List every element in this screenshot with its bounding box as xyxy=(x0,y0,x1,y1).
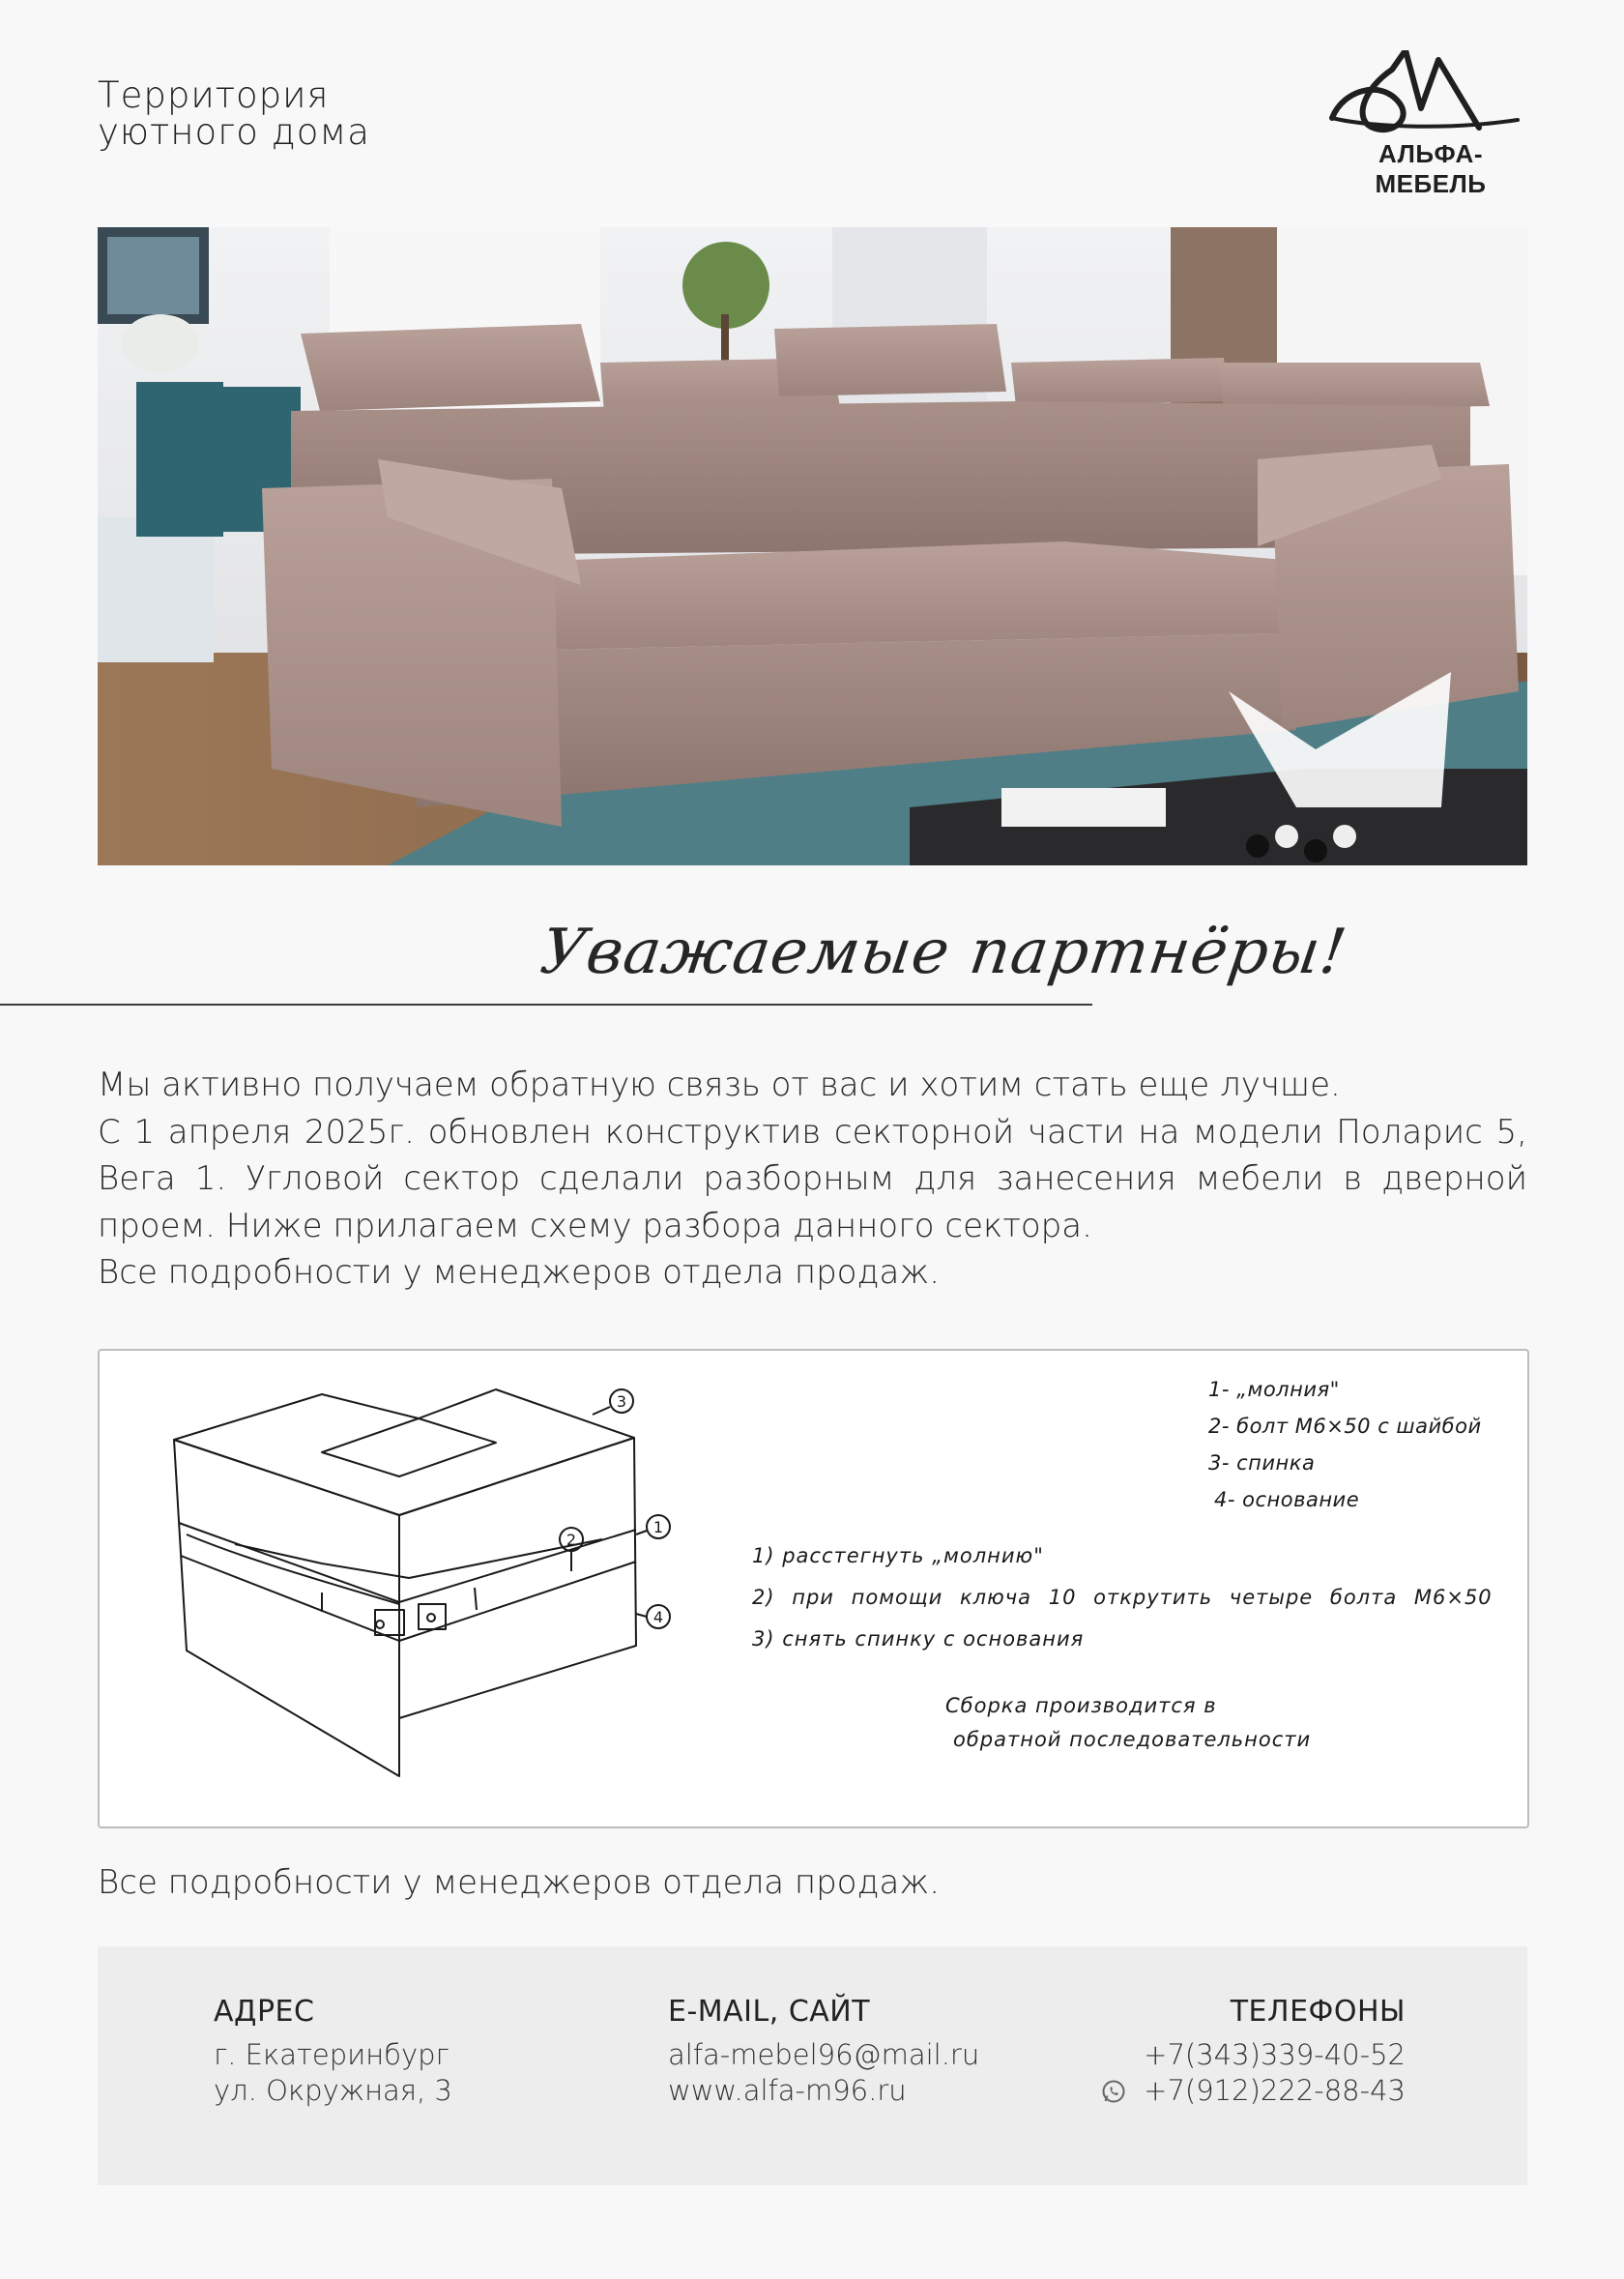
email-link[interactable]: alfa-mebel96@mail.ru xyxy=(668,2038,980,2071)
step-1: 1) расстегнуть „молнию" xyxy=(752,1544,1044,1567)
phones-title: ТЕЛЕФОНЫ xyxy=(1230,1995,1406,2029)
footer-contacts xyxy=(668,1995,979,2109)
phone-2[interactable]: +7(912)222-88-43 xyxy=(1144,2074,1406,2107)
phone-2-row xyxy=(1101,2073,1406,2109)
phone-1[interactable]: +7(343)339-40-52 xyxy=(1144,2038,1406,2071)
legend-item-4: 4- основание xyxy=(1214,1488,1360,1511)
address-street: ул. Окружная, 3 xyxy=(214,2074,452,2107)
note-line-1: Сборка производится в xyxy=(945,1694,1217,1717)
logo-mark-icon xyxy=(1324,50,1537,139)
callout-1: 1 xyxy=(652,1518,664,1536)
greeting-heading: Уважаемые партнёры! xyxy=(536,917,1351,988)
greeting-underline xyxy=(0,1004,1092,1006)
body-text xyxy=(98,1062,1527,1297)
step-2: 2) при помощи ключа 10 открутить четыре болта М6×50 xyxy=(752,1586,1493,1609)
body-line-3: Все подробности у менеджеров отдела продаж. xyxy=(98,1253,941,1292)
footer xyxy=(98,1946,1527,2185)
brand-logo[interactable] xyxy=(1324,50,1537,198)
site-link[interactable]: www.alfa-m96.ru xyxy=(668,2074,907,2107)
tagline-line-2: уютного дома xyxy=(98,111,370,153)
note-line-2: обратной последовательности xyxy=(953,1728,1312,1751)
callout-2: 2 xyxy=(566,1531,577,1549)
tagline-line-1: Территория xyxy=(98,74,330,116)
legend-item-3: 3- спинка xyxy=(1208,1451,1316,1475)
contacts-title: E-MAIL, САЙТ xyxy=(668,1995,871,2029)
legend-item-2: 2- болт М6×50 с шайбой xyxy=(1208,1415,1482,1438)
footer-phones xyxy=(1101,1995,1406,2109)
body-line-1: Мы активно получаем обратную связь от вас и хотим стать еще лучше. xyxy=(98,1066,1341,1104)
callout-3: 3 xyxy=(616,1392,627,1411)
legend-item-1: 1- „молния" xyxy=(1208,1378,1340,1401)
greeting-block xyxy=(0,909,1351,1035)
callout-4: 4 xyxy=(652,1608,664,1626)
footer-address xyxy=(214,1995,452,2109)
body-paragraph-2: С 1 апреля 2025г. обновлен конструктив секторной части на модели Поларис 5, Вега 1. Угловой сектор сделали разборным для занесения мебели в дверной проем. Ниже прилагаем схему разбора данного сектора. xyxy=(98,1112,1527,1245)
corner-sofa-photo-icon xyxy=(98,227,1527,865)
step-3: 3) снять спинку с основания xyxy=(752,1627,1085,1651)
hero-image xyxy=(98,227,1527,865)
address-city: г. Екатеринбург xyxy=(214,2038,450,2071)
address-title: АДРЕС xyxy=(214,1995,315,2029)
tagline xyxy=(98,74,370,153)
more-info: Все подробности у менеджеров отдела продаж. xyxy=(98,1863,941,1902)
disassembly-scheme xyxy=(98,1349,1529,1828)
logo-text: АЛЬФА-МЕБЕЛЬ xyxy=(1375,139,1487,198)
whatsapp-icon xyxy=(1101,2079,1126,2104)
